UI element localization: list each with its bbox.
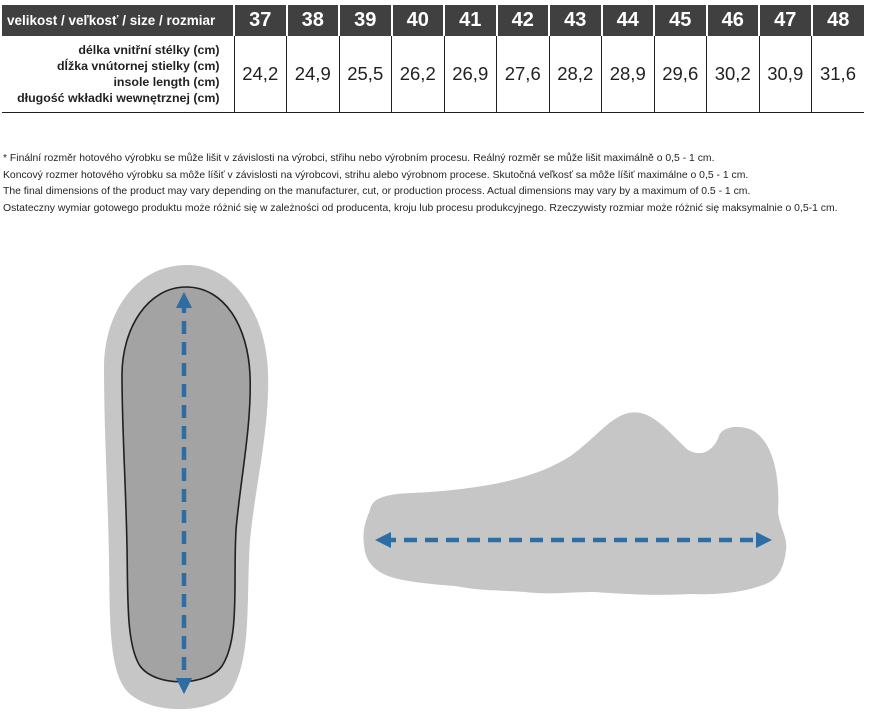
note-polish: Ostateczny wymiar gotowego produktu może różnić się w zależności od producenta, kroju lub procesu produkcyjnego. Rzeczywisty rozmiar może różnić się maksymalnie o 0,5-1 cm.: [3, 202, 838, 214]
insole-length-value: 28,9: [602, 36, 655, 113]
size-44: 44: [602, 5, 655, 36]
size-46: 46: [707, 5, 760, 36]
insole-length-value: 28,2: [549, 36, 602, 113]
size-37: 37: [234, 5, 287, 36]
insole-length-value: 24,9: [287, 36, 340, 113]
insole-length-value: 27,6: [497, 36, 550, 113]
size-39: 39: [339, 5, 392, 36]
size-38: 38: [287, 5, 340, 36]
size-header-label: velikost / veľkosť / size / rozmiar: [2, 5, 234, 36]
insole-length-value: 24,2: [234, 36, 287, 113]
size-47: 47: [759, 5, 812, 36]
size-41: 41: [444, 5, 497, 36]
insole-length-value: 31,6: [812, 36, 865, 113]
label-czech: délka vnitřní stélky (cm): [78, 43, 220, 57]
size-40: 40: [392, 5, 445, 36]
note-slovak: Koncový rozmer hotového výrobku sa môže líšiť v závislosti na výrobcovi, strihu alebo výrobnom procese. Skutočná veľkosť sa môže líšiť maximálne o 0,5 - 1 cm.: [3, 169, 749, 181]
size-42: 42: [497, 5, 550, 36]
shoe-icon: [363, 412, 786, 594]
label-slovak: dĺžka vnútornej stielky (cm): [56, 59, 220, 73]
size-43: 43: [549, 5, 602, 36]
size-45: 45: [654, 5, 707, 36]
shoe-silhouette: [363, 412, 786, 594]
insole-length-value: 26,9: [444, 36, 497, 113]
size-48: 48: [812, 5, 865, 36]
label-polish: długość wkładki wewnętrznej (cm): [17, 91, 220, 105]
insole-length-value: 26,2: [392, 36, 445, 113]
insole-icon: [104, 265, 268, 709]
label-english: insole length (cm): [113, 75, 220, 89]
note-english: The final dimensions of the product may vary depending on the manufacturer, cut, or production process. Actual dimensions may vary by a maximum of 0.5 - 1 cm.: [3, 186, 751, 197]
insole-length-value: 30,9: [759, 36, 812, 113]
note-czech: * Finální rozměr hotového výrobku se může lišit v závislosti na výrobci, střihu nebo výrobním procesu. Reálný rozměr se může lišit maximálně o 0,5 - 1 cm.: [3, 153, 715, 164]
insole-length-value: 30,2: [707, 36, 760, 113]
insole-length-value: 29,6: [654, 36, 707, 113]
insole-length-value: 25,5: [339, 36, 392, 113]
